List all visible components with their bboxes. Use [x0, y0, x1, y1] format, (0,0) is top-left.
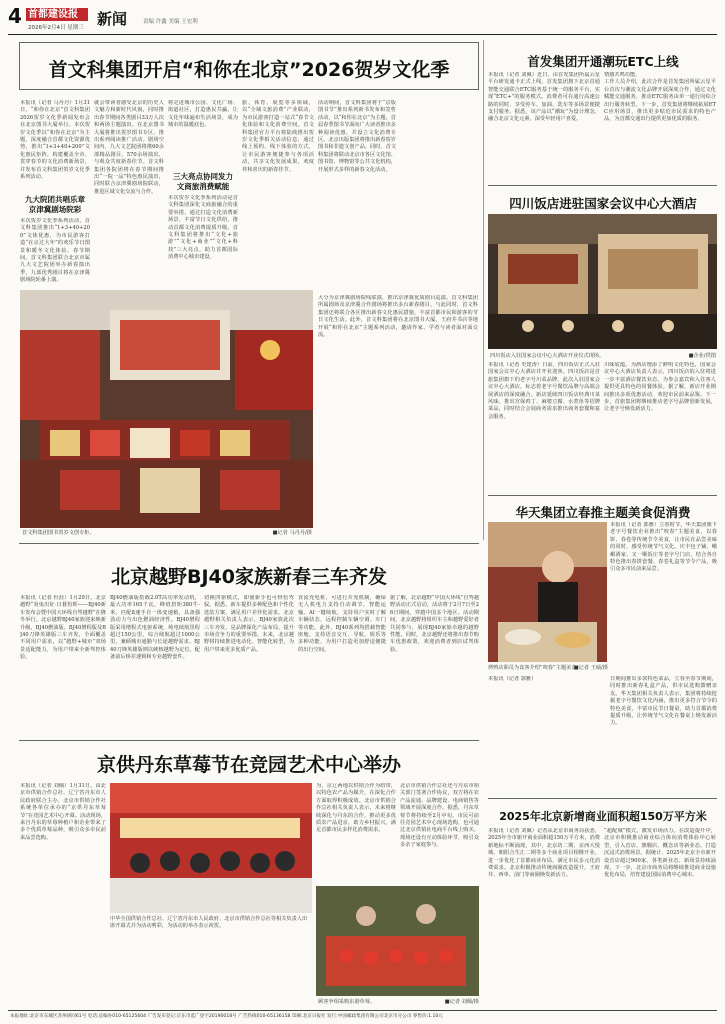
- article1-photo: [20, 290, 313, 528]
- article4-col5: 据了解，北京越野“中国大环线”自驾越野活动正式启动，活动将于2月7日至26日期间，穿越中国多个地区。活动期间，北京越野将组织车主和越野爱好者共同参与，展现BJ40家族卓越的越野性能。同时，北京越野还将推出春节购车优惠政策，欢迎消费者到店试驾体验。: [390, 595, 479, 653]
- article6-photo-small-caption: 顾客争相采购东港草莓。: [318, 999, 376, 1005]
- article1-subhead1: 九大院团共唱乐章 京津冀剧场院彩: [25, 195, 85, 214]
- footer-text: 本报地址:北京市东城区苏州胡同61号 电话:总编办010-65125604 广告发布登记:京东市监广登字20190018号 广告热线010-65136158 印刷:北京日报社 发行:中国邮政集团有限公司北京市分公司 零售价:1.10元: [10, 1014, 443, 1019]
- article1-col3: 将走进城市公园、文化广场、街道社区，打造惠民共赢，让文化年味遍布生活场景，成为城市的温暖底色。: [168, 100, 238, 129]
- article7-headline: 2025年北京新增商业面积超150万平方米: [499, 810, 707, 823]
- article1-col5: 活动期间，首文科集团将于“京版图书节”推出系列新书发布和签售活动，以“和你在北京”为主题，首届春季图书节面向广大读者推出多种阅读优惠，并设立文化消费专区。北京出版集团将推出新春贺岁图书和非遗文创产品。同时，首文科集团将联动北京市各区文化馆、图书馆、博物馆等公共文化机构，开展形式多样的新春文化活动。: [318, 100, 396, 173]
- food-photo-image: [488, 522, 607, 662]
- article6-photo-small: [316, 886, 479, 996]
- article3-photo: [488, 214, 717, 349]
- article6-photo-main-caption: 中华全国供销合作总社、辽宁省丹东市人民政府、北京市供销合作总社等相关负责人出席开幕式并为活动剪彩，为活动的举办表示祝贺。: [110, 916, 308, 929]
- article6-col3: 为，京辽两地以供销合作为纽带，以特色农产品为媒介，在深化合作方面取得积极成效。北京市供销合作总社相关负责人表示，未来将继续深化与丹东的合作，推动更多优质农产品进京，助力乡村振兴，满足首都市民多样化消费需求。: [316, 783, 396, 834]
- divider-a4: [19, 543, 479, 544]
- article5-photo-caption: 烤鸭店职员为食客介绍“咬春”主题美食。: [488, 665, 582, 671]
- section-title: 新闻: [97, 10, 128, 28]
- article4-col2: BJ40燃油版搭载2.0T高功率发动机，最大功率165千瓦，峰值扭矩380牛·米，匹配8速手自一体变速箱，具备强劲动力与出色燃油经济性。BJ40增程版采用增程式电驱系统，纯电续航里程超过150公里，综合续航超过1000公里，兼顾城市通勤与长途越野需求。BJ40刀锋英雄版则以硬核越野为定位，配备前后桥差速锁和专业越野套件。: [110, 595, 200, 661]
- page-number: 4: [8, 4, 22, 28]
- article1-photo-caption: 首文科集团图书贺岁文创专柜。: [22, 530, 95, 536]
- article7-col2: “超配城”模式，激发市场活力。在改造提升中，北京市积极推动商业综合体向消费体验中心转型，引入首店、旗舰店、概念店等新业态，打造沉浸式消费场景。据统计，2025年北京全市新开设首店超过900家，各类新业态、新场景持续涌现。下一步，北京市商务局将继续推进商业设施优化布局，培育建设国际消费中心城市。: [604, 828, 716, 879]
- article1-col3b: 本次贺岁文化季系列活动是首文科集团深化文商旅融合的重要举措，通过打造文化消费新场景、丰富节日文化供给，推动首都文化消费提质升级。首文科集团将推出“文化+旅游”“文化+商业”“文化+科技”三大亮点，助力首都国际消费中心城市建设。: [168, 195, 238, 261]
- article4-col1: 本报讯（记者 杜涯）1月29日，北京越野“炎兔出征·日暮恒晖——BJ40新车发布会暨中国大环线自驾越野”在隆冬举行。北京越野BJ40家族迎来焕新升级，BJ40燃油版、BJ40增程版及BJ40刀锋英雄版三车齐发，全面覆盖不同用户需求，以“越野+城市”双场景适配能力，为用户带来全新驾控体验。: [20, 595, 106, 661]
- footer-rule: [8, 1010, 717, 1011]
- article1-col1b: 本次贺岁文化季系列活动，首文科集团推出“1+3+40+200”文体优惠，为市民游客打造“在京过大年”的欢乐节日图景和暖冬文化体验。春节期间，首文科集团联合北京市属九大文艺院团举办新春演出季，九部优秀剧目将在京津冀剧场院轮番上演。: [20, 218, 90, 284]
- article1-col1: 本报讯（记者 马丹丹）1月31日，“和你在北京”首文科集团2026贺岁文化季新闻发布会在北京图书大厦举行。本次贺岁文化季以“和你在北京”为主题，深度融合首都文化资源优势，推出“1+3+40+200”文化惠民矩阵，构建覆盖全市、贯穿春节的文化消费新场景，并发布首文科集团贺岁文化季系列活动。: [20, 100, 90, 181]
- article5-col1: 本报讯（记者 郭雅）立春时节，华天集团旗下老字号餐饮企业推出“咬春”主题美食，以春饼、春卷等传统节令美食，让市民在品尝美味的同时，感受传统节气文化。庆丰包子铺、峨嵋酒家、又一顺饭庄等老字号门店，结合各自特色推出春饼套餐、春卷礼盒等节令产品，吸引众多市民前来品尝。: [610, 522, 717, 573]
- article1-subhead2: 三大亮点协同发力 文商旅消费赋能: [173, 172, 233, 191]
- article3-col2: 川味底蕴。为酒店增添了鲜明文化特色，国家会议中心大酒店负责人表示，四川饭店的入驻将进一步丰富酒店餐饮业态，为参会嘉宾和入住客人提供更具特色的用餐体验。据了解，新店开业期间推出多项优惠活动，欢迎市民前来品鉴。下一步，首旅集团将继续推动老字号品牌创新发展，让老字号焕发新活力。: [604, 362, 716, 413]
- article1-col2: 就会带读者感受北京的历史人文魅力和新时代风貌，同时推出春节期间各类剧目33万人次和两场主题演出。在北京图书大厦将推出贺岁图书专区，推出系列阅读推广活动。剧场空间内，九大文艺院团将携60余部精品剧目、570余场演出，与观众共度新春佳节。首文科集团各院团将在春节期间推出“一院一品”特色惠民演出，同时联合京津冀剧场院联动，推进区域文化交流与合作。: [94, 100, 164, 195]
- restaurant-photo-image: [488, 214, 717, 349]
- editors: 责编 许鑫 美编 王宏利: [143, 19, 198, 25]
- paper-name: 首都建设报: [28, 9, 78, 20]
- article1-headline: 首文科集团开启“和你在北京”2026贺岁文化季: [48, 59, 450, 81]
- divider-a6: [19, 740, 479, 741]
- divider-a5: [488, 798, 717, 799]
- article5-photo-credit: ■记者 王硕/摄: [573, 665, 608, 671]
- article6-col1: 本报讯（记者 刘佩）1月31日，由北京市供销合作总社、辽宁省丹东市人民政府联合主办，北京市供销合作社系统各单位承办的“京供丹东草莓节”在竞园艺术中心开幕。活动现场，来自丹东的草莓种植户和企业带来了多个优质草莓品种，吸引众多市民前来品尝选购。: [20, 783, 106, 841]
- article3-headline: 四川饭店进驻国家会议中心大酒店: [509, 196, 697, 211]
- article5-col2: 日期间推出多款特色菜品，立春至春节期间，同时推出新春礼盒产品，供市民选购馈赠亲友。华天集团相关负责人表示，集团将持续挖掘老字号餐饮文化内涵，推出更多符合节令的特色美食，丰富市民节日餐桌，助力首都消费提质升级，让传统节气文化在餐桌上焕发新活力。: [610, 676, 717, 727]
- article1-headline-box: [19, 42, 479, 90]
- divider-a3: [488, 495, 717, 496]
- masthead-rule: [8, 34, 717, 35]
- article6-headline: 京供丹东草莓节在竞园艺术中心举办: [96, 754, 401, 776]
- article3-photo-caption: 四川饭店入驻国家会议中心大酒店开业仪式现场。: [490, 353, 605, 359]
- article5-headline: 华天集团立春推主题美食促消费: [515, 505, 691, 520]
- article3-col1: 本报讯（记者 史建涛）日前，四川饭店正式入驻国家会议中心大酒店并开业迎客。四川饭店是首旅集团旗下的老字号川菜品牌，此次入驻国家会议中心大酒店，标志着老字号餐饮品牌与高端会展酒店的深度融合。新店延续四川饭店经典川菜风味，推出宫保鸡丁、麻婆豆腐、水煮鱼等招牌菜品，同时结合会展商务需求推出商务套餐和宴会服务。: [488, 362, 600, 420]
- article6-col4: 北京市供销合作总社还与丹东市相关部门签署合作协议，双方将在农产品流通、品牌建设、电商销售等领域开展深度合作。据悉，丹东草莓节将持续至2月中旬，市民可前往竞园艺术中心现场选购，也可通过北京供销社电商平台线上购买。现场还设有互动体验环节，吸引众多亲子家庭参与。: [400, 783, 479, 849]
- article5-photo: [488, 522, 607, 662]
- article2-col1: 本报讯（记者 刘佩）近日，由首发集团所属云星平台研发通卡正式上线，首发集团旗下北京首通智能交通联合ETC服务基于统一的服务平台，实现“ETC+”的服务模式。消费者可在通行高速公路的同时，享受停车、加油、洗车等多场景便捷支付服务。据悉，该产品以“潮玩”为设计理念，融合北京文化元素，深受年轻用户喜爱。: [488, 72, 600, 123]
- article7-col1: 本报讯（记者 刘佩）记者从北京市商务局获悉，2025年全市新开商业面积超150万平方米，消费新地标不断涌现。其中，北京坊二期、京西大悦城、朝阳合生汇二期等多个商业项目相继开业，进一步优化了首都商业布局，满足市民多元化消费需求。北京积极推动传统商圈改造提升，王府井、西单、前门等商圈焕发新活力。: [488, 828, 600, 879]
- masthead: [0, 0, 725, 34]
- divider-main: [483, 40, 484, 540]
- article1-photo-credit: ■记者 马丹丹/摄: [272, 530, 312, 536]
- article2-col2: 情感共鸣功能。 工作人员介绍，此次合作是首发集团所属云星平台首次与潮流文化品牌开展深度合作，通过文化赋能交通服务，推动ETC服务由单一通行向综合出行服务转型。下一步，首发集团将继续拓展ETC应用场景，推出更多贴近市民需求的特色产品，为首都交通出行提供更加优质的服务。: [604, 72, 716, 123]
- issue-date: 2026年2月4日 星期三: [28, 25, 84, 31]
- bookstore-photo-image: [20, 290, 313, 528]
- article3-photo-credit: ■企业/供图: [688, 353, 716, 359]
- article4-col4: 直流充电桩，可进行并充机制，确保无人机电力支持自动调节，智能运输。AI一键续航，支持用户实时了解车辆状态，远程控制车辆空调、车门等功能。此外，BJ40系列均搭载智能座舱，支持语音交互、导航、娱乐等多种功能，为用户打造更加舒适便捷的出行空间。: [298, 595, 386, 653]
- article6-photo-main: [110, 783, 312, 913]
- article5-col2-continued: 本报讯（记者 郭雅）: [488, 676, 537, 682]
- article4-headline: 北京越野BJ40家族新春三车齐发: [111, 566, 387, 588]
- article4-col3: 切换四驱模式，即使新手也可轻松驾驭。据悉，新车提供多种配色和个性化选装方案，满足用户差异化需求。北京越野相关负责人表示，BJ40家族此次三车齐发，是品牌深化产品布局、提升市场竞争力的重要举措。未来，北京越野将持续推进电动化、智能化转型，为用户带来更多优质产品。: [204, 595, 294, 653]
- divider-a2: [488, 185, 717, 186]
- article1-col4: 旅、体育、展览等多领域，以“全域文旅消费”产业联动，为市民游客打造一站式“春节文化体验和文化消费空间。首文科集团官方平台将陆续推出贺岁文化季相关活动信息，通过线上预约、线下体验的方式，让市民游客便捷参与各项活动，共享文化发展成果，欢度祥和喜庆的新春佳节。: [242, 100, 314, 173]
- festival-photo-image: [110, 783, 312, 913]
- article1-col6: 大分为京津冀剧场院线联演，推出京津冀优质剧目巡演。首文科集团所属剧场及京津冀合作剧场将推出多台新春剧目。与此同时，首文科集团还将联合各区推出新春文化惠民措施，丰富首都市民和游客的节日文化生活。此外，首文科集团将在北京图书大厦、王府井书店等地开展“和你在北京”主题系列活动，邀请作家、学者与读者面对面交流。: [318, 295, 478, 339]
- strawberry-photo-image: [316, 886, 479, 996]
- article2-headline: 首发集团开通潮玩ETC上线: [527, 54, 679, 69]
- article6-photo-small-credit: ■记者 刘佩/摄: [444, 999, 479, 1005]
